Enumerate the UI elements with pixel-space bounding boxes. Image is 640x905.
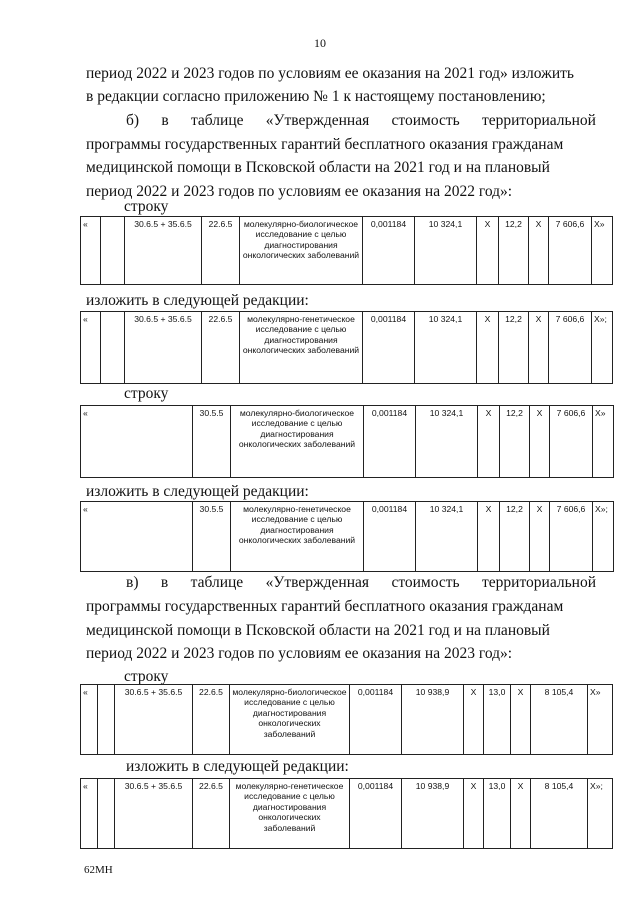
value-cell: 0,001184: [350, 685, 402, 755]
value-cell: 10 324,1: [416, 406, 478, 478]
label-izlozhit: изложить в следующей редакции:: [86, 292, 309, 309]
description-cell: молекулярно-биологическое исследование с целью диагностирования онкологических заболеваний: [240, 217, 363, 285]
table-row: [80, 684, 613, 755]
table-row: [80, 216, 613, 285]
end-cell: X»;: [592, 312, 613, 384]
value-cell: X: [511, 685, 531, 755]
value-cell: 0,001184: [364, 502, 416, 572]
code-cell: 30.6.5 + 35.6.5: [125, 312, 202, 384]
description-cell: молекулярно-генетическое исследование с целью диагностирования онкологических заболеваний: [231, 502, 364, 572]
value-cell: X: [478, 406, 500, 478]
para-b-line2: программы государственных гарантий бесплатного оказания гражданам: [86, 136, 564, 153]
page-number: 10: [314, 36, 326, 50]
table-row: [80, 778, 613, 849]
value-cell: 12,2: [500, 502, 530, 572]
para-b-word: таблице: [190, 112, 244, 129]
value-cell: 0,001184: [364, 406, 416, 478]
value-cell: 12,2: [499, 312, 529, 384]
para-b-word: в: [161, 112, 169, 129]
para-b-word: территориальной: [481, 112, 596, 129]
label-izlozhit: изложить в следующей редакции:: [86, 483, 309, 500]
empty-cell: [98, 779, 115, 849]
table-row: [80, 311, 613, 384]
value-cell: 8 105,4: [531, 779, 588, 849]
value-cell: 13,0: [484, 685, 511, 755]
value-cell: 10 938,9: [402, 779, 464, 849]
value-cell: 12,2: [499, 217, 529, 285]
code-cell: 22.6.5: [193, 779, 230, 849]
value-cell: 0,001184: [350, 779, 402, 849]
end-cell: X»: [593, 406, 614, 478]
para-v-word: в: [160, 574, 169, 591]
label-stroku: строку: [124, 198, 169, 215]
empty-cell: [101, 217, 125, 285]
code-cell: 22.6.5: [202, 217, 240, 285]
value-cell: X: [529, 312, 549, 384]
para-v-line1: [126, 571, 596, 594]
para-b-word: «Утвержденная: [265, 112, 370, 129]
value-cell: 10 938,9: [402, 685, 464, 755]
para-v-word: в): [126, 574, 139, 591]
label-stroku: строку: [124, 385, 169, 402]
value-cell: X: [530, 406, 550, 478]
code-cell: 22.6.5: [193, 685, 230, 755]
empty-cell: [101, 312, 125, 384]
value-cell: 8 105,4: [531, 685, 588, 755]
value-cell: X: [511, 779, 531, 849]
description-cell: молекулярно-биологическое исследование с целью диагностирования онкологических заболеваний: [230, 685, 350, 755]
value-cell: X: [530, 502, 550, 572]
para-b-line1: [126, 109, 596, 132]
para-v-line3: медицинской помощи в Псковской области на 2021 год и на плановый: [86, 622, 550, 639]
value-cell: 7 606,6: [550, 406, 593, 478]
para-v-word: таблице: [190, 574, 244, 591]
para-b-line3: медицинской помощи в Псковской области на 2021 год и на плановый: [86, 159, 550, 176]
para1-line2: в редакции согласно приложению № 1 к настоящему постановлению;: [86, 88, 546, 105]
value-cell: 7 606,6: [550, 502, 593, 572]
code-cell: 30.6.5 + 35.6.5: [125, 217, 202, 285]
value-cell: 12,2: [500, 406, 530, 478]
quote-cell: «: [81, 406, 193, 478]
value-cell: 10 324,1: [415, 217, 477, 285]
footer-code: 62МН: [84, 864, 113, 876]
code-cell: 30.5.5: [193, 502, 231, 572]
label-izlozhit: изложить в следующей редакции:: [126, 758, 349, 775]
value-cell: X: [529, 217, 549, 285]
para-v-word: «Утвержденная: [265, 574, 370, 591]
code-cell: 30.5.5: [193, 406, 231, 478]
quote-cell: «: [81, 779, 98, 849]
table-row: [80, 501, 614, 572]
value-cell: 0,001184: [363, 217, 415, 285]
value-cell: 0,001184: [363, 312, 415, 384]
quote-cell: «: [81, 685, 98, 755]
quote-cell: «: [81, 217, 101, 285]
code-cell: 30.6.5 + 35.6.5: [115, 779, 193, 849]
code-cell: 30.6.5 + 35.6.5: [115, 685, 193, 755]
para1-line1: период 2022 и 2023 годов по условиям ее оказания на 2021 год» изложить: [86, 65, 575, 82]
value-cell: X: [477, 312, 499, 384]
description-cell: молекулярно-генетическое исследование с целью диагностирования онкологических заболеваний: [240, 312, 363, 384]
end-cell: X»: [588, 685, 613, 755]
description-cell: молекулярно-генетическое исследование с целью диагностирования онкологических заболеваний: [230, 779, 350, 849]
para-v-word: территориальной: [482, 574, 596, 591]
para-v-line2: программы государственных гарантий бесплатного оказания гражданам: [86, 598, 564, 615]
code-cell: 22.6.5: [202, 312, 240, 384]
quote-cell: «: [81, 502, 193, 572]
label-stroku: строку: [124, 668, 169, 685]
empty-cell: [98, 685, 115, 755]
description-cell: молекулярно-биологическое исследование с целью диагностирования онкологических заболеваний: [231, 406, 364, 478]
value-cell: 10 324,1: [415, 312, 477, 384]
value-cell: 7 606,6: [549, 217, 592, 285]
quote-cell: «: [81, 312, 101, 384]
para-b-line4: период 2022 и 2023 годов по условиям ее оказания на 2022 год»:: [86, 183, 513, 200]
value-cell: X: [464, 685, 484, 755]
value-cell: X: [464, 779, 484, 849]
para-v-word: стоимость: [391, 574, 460, 591]
value-cell: 13,0: [484, 779, 511, 849]
end-cell: X»;: [588, 779, 613, 849]
end-cell: X»: [592, 217, 613, 285]
para-b-word: стоимость: [391, 112, 460, 129]
end-cell: X»;: [593, 502, 614, 572]
value-cell: 10 324,1: [416, 502, 478, 572]
value-cell: 7 606,6: [549, 312, 592, 384]
para-v-line4: период 2022 и 2023 годов по условиям ее оказания на 2023 год»:: [86, 645, 513, 662]
table-row: [80, 405, 614, 478]
para-b-word: б): [126, 112, 140, 129]
value-cell: X: [477, 217, 499, 285]
value-cell: X: [478, 502, 500, 572]
